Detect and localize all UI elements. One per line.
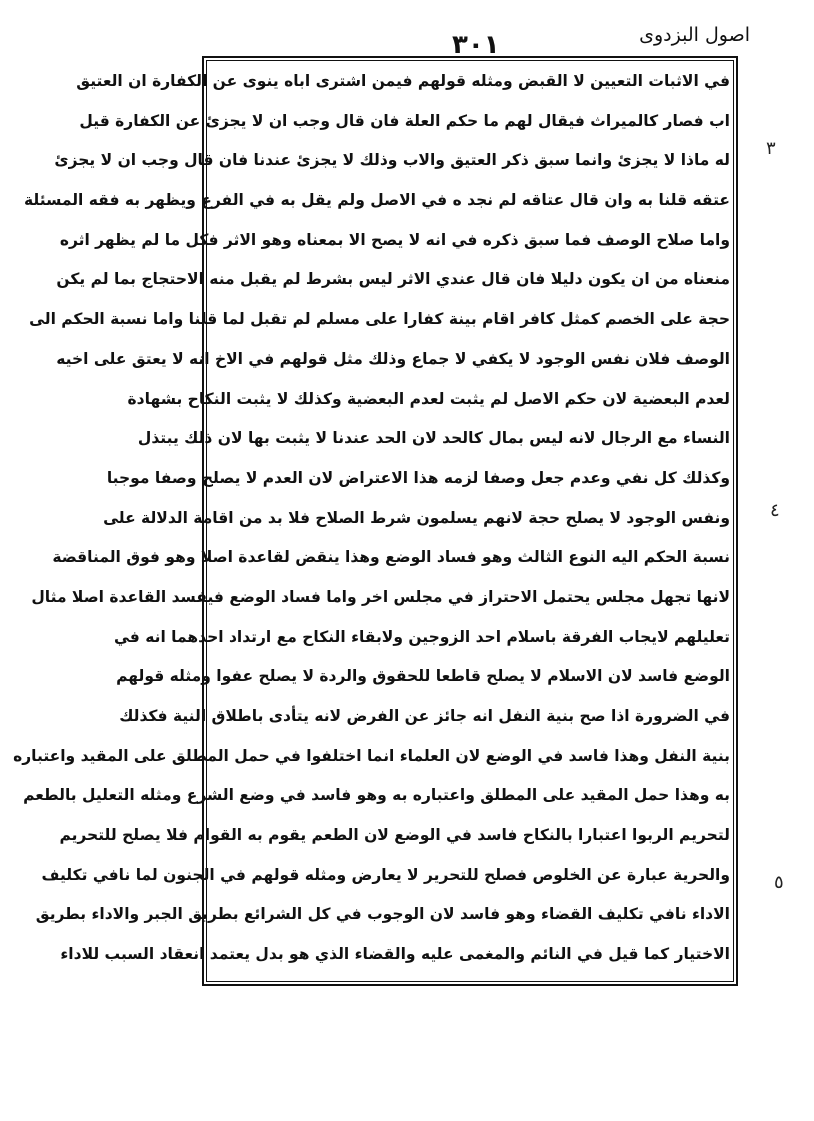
running-title: اصول البزدوی	[639, 24, 750, 46]
text-line: لانها تجهل مجلس يحتمل الاحتراز في مجلس اخر واما فساد الوضع فيفسد القاعدة اصلا مثال	[31, 587, 730, 606]
text-line: الوصف فلان نفس الوجود لا يكفي لا جماع وذلك مثل قولهم في الاخ انه لا يعتق على اخيه	[56, 349, 730, 368]
text-line: الاختيار كما قيل في النائم والمغمى عليه والقضاء الذي هو بدل يعتمد انعقاد السبب للاداء	[60, 945, 730, 964]
text-line: تعليلهم لايجاب الفرقة باسلام احد الزوجين ولابقاء النكاح مع ارتداد احدهما انه في	[114, 627, 730, 646]
text-line: النساء مع الرجال لانه ليس بمال كالحد لان الحد عندنا لا يثبت بها لان ذلك يبتذل	[137, 429, 730, 448]
text-line: في الضرورة اذا صح بنية النفل انه جائز عن الفرض لانه يتأدى باطلاق النية فكذلك	[119, 707, 730, 725]
text-line: لعدم البعضية لان حكم الاصل لم يثبت لعدم البعضية وكذلك لا يثبت النكاح بشهادة	[127, 389, 730, 408]
text-line: عتقه قلنا به وان قال عتاقه لم نجد ه في الاصل ولم يقل به في الفرع ويظهر به فقه المسئلة	[24, 191, 730, 210]
text-line: به وهذا حمل المقيد على المطلق واعتباره به وهو فاسد في وضع الشرع ومثله التعليل بالطعم	[23, 786, 730, 805]
text-line: واما صلاح الوصف فما سبق ذكره في انه لا يصح الا بمعناه وهو الاثر فكل ما لم يظهر اثره	[59, 230, 730, 249]
text-line: وكذلك كل نفي وعدم جعل وصفا لزمه هذا الاعتراض لان العدم لا يصلح وصفا موجبا	[106, 468, 730, 487]
text-line: في الاثبات التعيين لا القبض ومثله قولهم فيمن اشترى اباه ينوى عن الكفارة ان العتيق	[76, 72, 730, 90]
text-line: ونفس الوجود لا يصلح حجة لانهم يسلمون شرط الصلاح فلا بد من اقامة الدلالة على	[103, 508, 730, 527]
text-body	[13, 62, 730, 975]
page-number: ٣٠١	[452, 30, 500, 60]
text-line: اب فصار كالميراث فيقال لهم ما حكم العلة فان قال وجب ان لا يجزئ عن الكفارة قيل	[79, 111, 730, 130]
text-line: منعناه من ان يكون دليلا فان قال عندي الاثر ليس بشرط لم يقبل منه الاحتجاج بما لم يكن	[56, 270, 730, 289]
text-line: نسبة الحكم اليه النوع الثالث وهو فساد الوضع وهذا ينقض لقاعدة اصلا وهو فوق المناقضة	[52, 548, 730, 567]
margin-mark: ٤	[770, 500, 780, 521]
margin-mark: ٥	[774, 872, 784, 893]
text-line: حجة على الخصم كمثل كافر اقام بينة كفارا على مسلم لم تقبل لما قلنا واما نسبة الحكم الى	[29, 310, 730, 329]
text-line: والحرية عبارة عن الخلوص فصلح للتحرير لا يعارض ومثله قولهم في الجنون لما نافي تكليف	[41, 865, 730, 884]
text-line: الاداء نافي تكليف القضاء وهو فاسد لان الوجوب في كل الشرائع بطريق الجبر والاداء بطريق	[35, 905, 730, 924]
text-line: لتحريم الربوا اعتبارا بالنكاح فاسد في الوضع لان الطعم يقوم به القوام فلا يصلح للتحريم	[59, 826, 730, 845]
text-frame	[13, 56, 738, 986]
margin-mark: ٣	[766, 138, 776, 159]
text-line: بنية النفل وهذا فاسد في الوضع لان العلماء انما اختلفوا في حمل المطلق على المقيد واعتباره	[13, 746, 730, 765]
text-line: الوضع فاسد لان الاسلام لا يصلح قاطعا للحقوق والردة لا يصلح عفوا ومثله قولهم	[116, 667, 730, 686]
text-line: له ماذا لا يجزئ وانما سبق ذكر العتيق والاب وذلك لا يجزئ عندنا فان قال وجب ان لا يجزئ	[54, 151, 730, 170]
